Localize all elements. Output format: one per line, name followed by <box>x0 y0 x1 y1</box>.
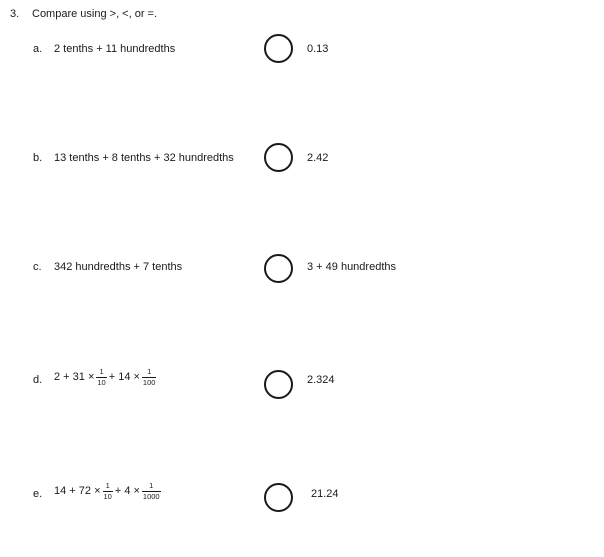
item-d-letter: d. <box>33 374 43 386</box>
item-e-lead: 14 + 72 × <box>54 485 101 497</box>
item-e-expression <box>54 482 163 500</box>
item-e-fraction-1 <box>103 482 113 500</box>
item-d-fraction-2-numerator: 1 <box>147 367 152 376</box>
item-b-letter: b. <box>33 152 43 164</box>
item-a-letter: a. <box>33 43 43 55</box>
item-e-answer-circle[interactable] <box>264 483 293 512</box>
item-e-value: 21.24 <box>311 488 339 500</box>
item-c-letter: c. <box>33 261 42 273</box>
item-c-value: 3 + 49 hundredths <box>307 261 396 273</box>
item-c-answer-circle[interactable] <box>264 254 293 283</box>
item-a-expression: 2 tenths + 11 hundredths <box>54 43 176 55</box>
item-d-fraction-1-denominator: 10 <box>97 377 106 387</box>
item-d-mid: + 14 × <box>108 371 140 383</box>
item-d-lead: 2 + 31 × <box>54 371 95 383</box>
item-d-expression <box>54 368 158 386</box>
item-e-fraction-1-numerator: 1 <box>105 481 110 490</box>
item-d-fraction-1-numerator: 1 <box>99 367 104 376</box>
item-e-letter: e. <box>33 488 43 500</box>
item-b-value: 2.42 <box>307 152 329 164</box>
item-d-fraction-2-denominator: 100 <box>142 377 156 387</box>
question-prompt: Compare using >, <, or =. <box>32 8 158 20</box>
item-e-mid: + 4 × <box>114 485 140 497</box>
item-d-answer-circle[interactable] <box>264 370 293 399</box>
item-a-value: 0.13 <box>307 43 329 55</box>
question-number: 3. <box>10 8 20 20</box>
item-a-answer-circle[interactable] <box>264 34 293 63</box>
item-d-value: 2.324 <box>307 374 335 386</box>
item-e-fraction-1-denominator: 10 <box>103 491 112 501</box>
item-d-fraction-1 <box>96 368 106 386</box>
item-e-fraction-2 <box>142 482 161 500</box>
item-c-expression: 342 hundredths + 7 tenths <box>54 261 183 273</box>
item-b-expression: 13 tenths + 8 tenths + 32 hundredths <box>54 152 234 164</box>
item-b-answer-circle[interactable] <box>264 143 293 172</box>
item-e-fraction-2-numerator: 1 <box>149 481 154 490</box>
item-d-fraction-2 <box>142 368 157 386</box>
item-e-fraction-2-denominator: 1000 <box>142 491 160 501</box>
